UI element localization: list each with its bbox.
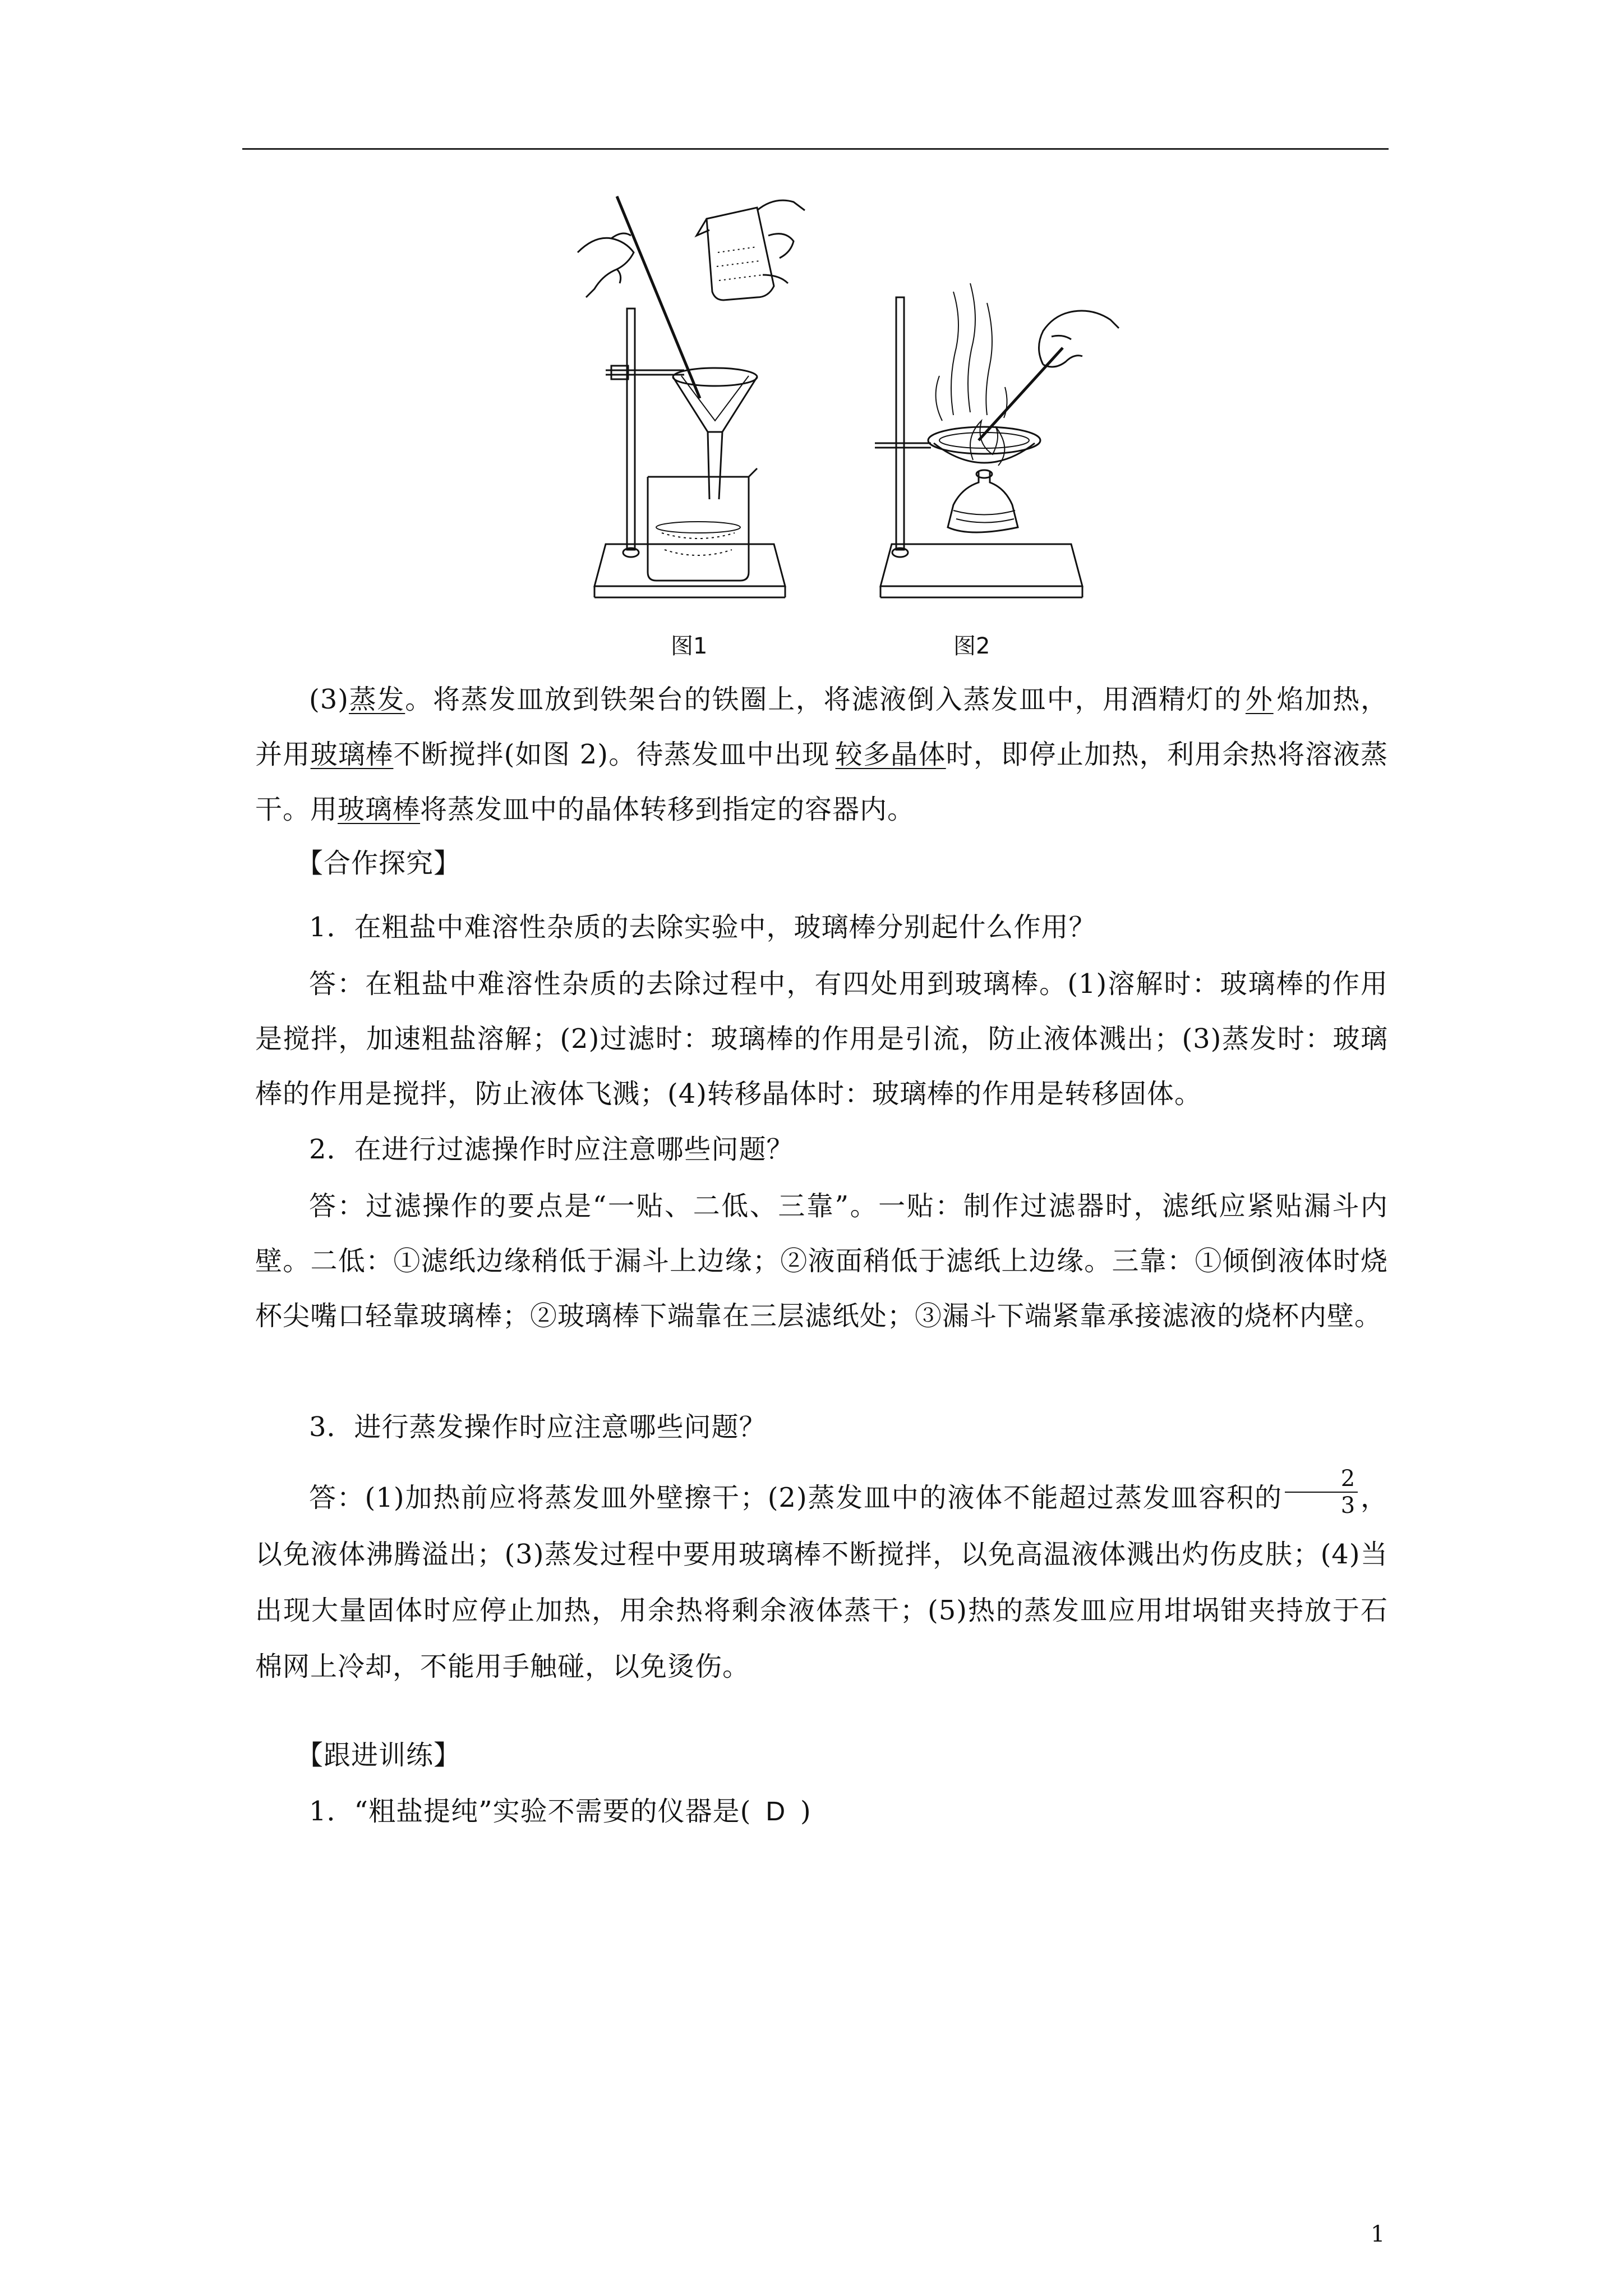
section-heading-follow-up-training: 【跟进训练】 [296, 1740, 462, 1771]
blank-answer-more-crystals: 较多晶体 [835, 739, 946, 770]
exercise-1 [309, 1789, 811, 1828]
filtration-apparatus-figure [572, 185, 808, 611]
text-run: 焰加热， [1276, 684, 1388, 715]
exercise-1-answer: D [766, 1797, 786, 1826]
header-rule [242, 148, 1389, 150]
answer-2: 答：过滤操作的要点是“一贴、二低、三靠”。一贴：制作过滤器时，滤纸应紧贴漏斗内壁。二低：①滤纸边缘稍低于漏斗上边缘；②液面稍低于滤纸上边缘。三靠：①倾倒液体时烧杯尖嘴口轻靠玻璃棒；②玻璃棒下端靠在三层滤纸处；③漏斗下端紧靠承接滤液的烧杯内壁。 [255, 1190, 1388, 1332]
answer-1: 答：在粗盐中难溶性杂质的去除过程中，有四处用到玻璃棒。(1)溶解时：玻璃棒的作用是搅拌，加速粗盐溶解；(2)过滤时：玻璃棒的作用是引流，防止液体溅出；(3)蒸发时：玻璃棒的作用是搅拌，防止液体飞溅；(4)转移晶体时：玻璃棒的作用是转移固体。 [255, 968, 1388, 1110]
question-1: 1．在粗盐中难溶性杂质的去除实验中，玻璃棒分别起什么作用？ [309, 912, 1096, 943]
blank-answer-glass-rod-1: 玻璃棒 [310, 739, 394, 770]
text-run: 时，即停止加热，利用余热将溶 [946, 739, 1333, 770]
question-2: 2．在进行过滤操作时应注意哪些问题？ [309, 1134, 794, 1165]
blank-answer-evaporation: 蒸发 [349, 684, 405, 715]
step-number: (3) [309, 684, 349, 715]
text-run: 。将蒸发皿放到铁架台的铁圈上，将滤液倒入蒸发皿中，用酒精灯的 [405, 684, 1242, 715]
blank-answer-outer: 外 [1245, 684, 1274, 715]
exercise-1-close-paren: ) [800, 1796, 811, 1827]
text-run: 不断搅拌(如图 2)。待蒸发皿中出现 [393, 739, 830, 770]
exercise-1-text: 1．“粗盐提纯”实验不需要的仪器是( [309, 1796, 751, 1827]
text-run: 并用 [255, 739, 311, 770]
evaporation-paragraph [255, 672, 1388, 837]
figure2-caption: 图2 [953, 633, 990, 659]
text-run: 答：(1)加热前应将蒸发皿外壁擦干；(2)蒸发皿中的液体不能超过蒸发皿容积的 [309, 1482, 1283, 1513]
page-number: 1 [1371, 2221, 1385, 2247]
section-heading-cooperative-inquiry: 【合作探究】 [296, 848, 462, 879]
text-run: ，以免液体沸腾溢出；(3)蒸发过程中要用玻璃棒不断搅拌，以免高温液体溅出灼伤皮肤；(4)当出现大量固体时应停止加热，用余热将剩余液体蒸干；(5)热的蒸发皿应用坩埚钳夹持放于石棉网上冷却，不能用手触碰，以免烫伤。 [255, 1482, 1388, 1682]
blank-answer-glass-rod-2: 玻璃棒 [338, 794, 421, 825]
answer-3 [255, 1465, 1388, 1695]
fraction-two-thirds [1285, 1466, 1358, 1519]
fraction-denominator: 3 [1340, 1492, 1356, 1519]
fraction-numerator: 2 [1285, 1466, 1358, 1493]
text-run: 液蒸干。用 [255, 739, 1388, 825]
figure1-caption: 图1 [671, 633, 708, 659]
question-3: 3．进行蒸发操作时应注意哪些问题？ [309, 1411, 767, 1443]
text-run: 将蒸发皿中的晶体转移到指定的容器内。 [420, 794, 915, 825]
evaporation-apparatus-figure [858, 280, 1122, 611]
